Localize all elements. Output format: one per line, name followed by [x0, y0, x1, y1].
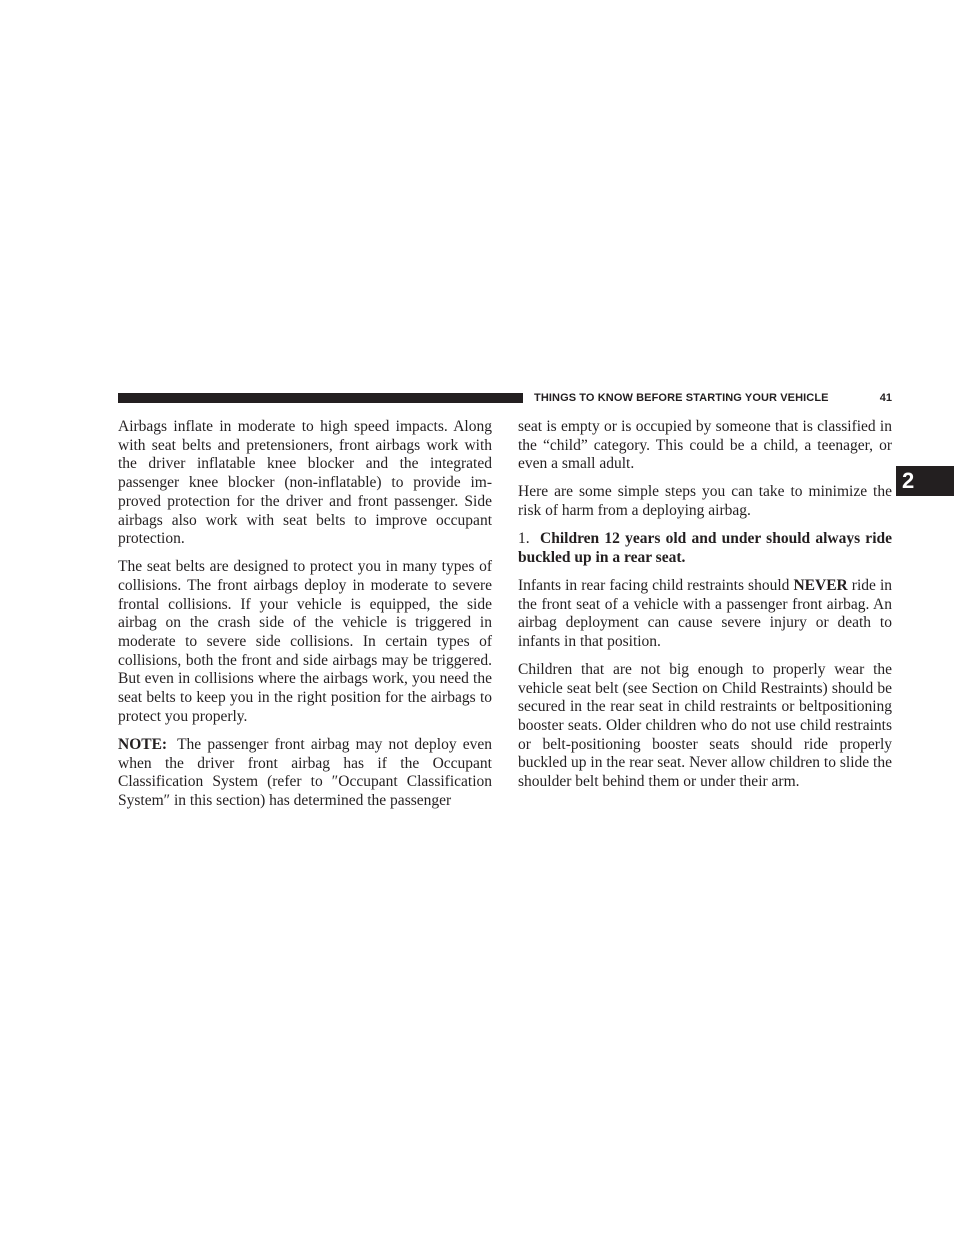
paragraph-seat-belts-designed: The seat belts are designed to protect you in many types of collisions. The front airbags deploy in moderate to severe frontal collisions. If your vehicle is equipped, the side airbag on the crash side of the vehicle is triggered in moderate to severe side collisions. In certain types of collisions, both the front and side airbags may be triggered. But even in collisions where the airbags work, you need the seat belts to keep you in the right position for the airbags to protect you properly. [118, 558, 492, 725]
section-tab-number: 2 [902, 468, 915, 493]
paragraph-children-not-big-enough: Children that are not big enough to properly wear the vehicle seat belt (see Section on Child Restraints) should be secured in the rear seat in child restraints or beltpositioning booster seats. Older children who do not use child restraints or belt-positioning booster seats should ride properly buckled up in the rear seat. Never allow children to slide the shoulder belt behind them or under their arm. [518, 660, 892, 791]
running-header-title: THINGS TO KNOW BEFORE STARTING YOUR VEHICLE [534, 392, 829, 404]
paragraph-infants [518, 577, 892, 652]
step-1 [518, 530, 892, 567]
step-1-number: 1. [518, 530, 530, 548]
note-label: NOTE: [118, 735, 168, 753]
paragraph-airbags-inflate: Airbags inflate in moderate to high speed impacts. Along with seat belts and pretensioners, front airbags work with the driver inflatable knee blocker and the integrated passenger knee blocker (non-inflatable) to provide improved protection for the driver and front passenger. Side airbags also work with seat belts to improve occupant protection. [118, 418, 492, 548]
header-rule [118, 393, 523, 403]
paragraph-simple-steps: Here are some simple steps you can take to minimize the risk of harm from a deploying airbag. [518, 483, 892, 520]
infants-text-after: ride in the front seat of a vehicle with a passenger front airbag. An airbag deployment can cause severe injury or death to infants in that position. [518, 576, 893, 650]
note-paragraph [118, 736, 492, 811]
step-1-text: Children 12 years old and under should always ride buckled up in a rear seat. [518, 530, 892, 566]
infants-text-before: Infants in rear facing child restraints should [518, 576, 794, 594]
page-number: 41 [879, 392, 892, 404]
right-column [518, 418, 892, 801]
paragraph-seat-empty: seat is empty or is occupied by someone that is classified in the “child” category. This could be a child, a teenager, or even a small adult. [518, 418, 892, 473]
left-column [118, 418, 492, 820]
never-emphasis: NEVER [793, 576, 848, 594]
section-tab [896, 466, 954, 496]
note-text: The passenger front airbag may not deploy even when the driver front airbag has if the Occupant Classification System (refer to ″Occupant Classification System″ in this section) has determined the passenger [118, 735, 492, 809]
